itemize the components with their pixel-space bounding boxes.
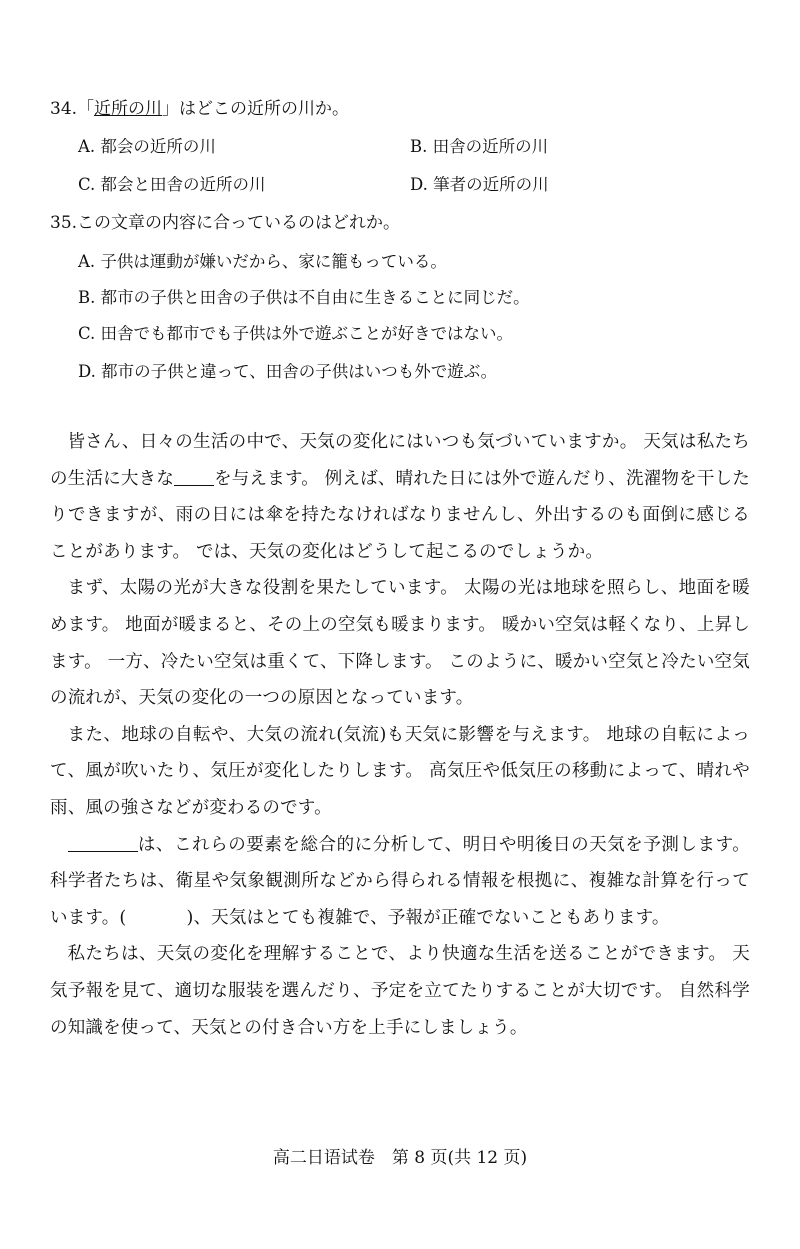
page-footer: 高二日语试卷 第 8 页(共 12 页): [272, 1148, 528, 1168]
passage-paragraph-2: まず、太陽の光が大きな役割を果たしています。 太陽の光は地球を照らし、地面を暖めます。 地面が暖まると、その上の空気も暖まります。 暖かい空気は軽くなり、上昇します。 一方、冷たい空気は重くて、下降します。 このように、暖かい空気と冷たい空気の流れが、天気の変化の一つの原因となっています。: [50, 578, 750, 709]
question-34-title: [50, 97, 349, 121]
question-35-option-b: B. 都市の子供と田舎の子供は不自由に生きることに同じだ。: [78, 288, 530, 307]
question-35-title: [50, 211, 400, 235]
underlined-phrase: 近所の川: [94, 99, 163, 119]
passage-paragraph-3: また、地球の自転や、大気の流れ(気流)も天気に影響を与えます。 地球の自転によって、風が吹いたり、気圧が変化したりします。 高気圧や低気圧の移動によって、晴れや雨、風の強さなどが変わるのです。: [50, 724, 750, 818]
title-prefix: 「: [77, 99, 95, 119]
answer-blank: [174, 467, 214, 486]
passage-text: )、天気はとても複雑で、予報が正確でないこともあります。: [186, 907, 670, 928]
reading-passage: [50, 424, 750, 1046]
passage-text: は、これらの要素を総合的に分析して、明日や明後日の天気を予測します。 科学者たちは、衛星や気象観測所などから得られる情報を根拠に、複雑な計算を行っています。(: [50, 834, 750, 928]
question-34-option-d: D. 筆者の近所の川: [410, 175, 549, 194]
question-number: 34.: [50, 99, 78, 119]
passage-text: を与えます。 例えば、晴れた日には外で遊んだり、洗濯物を干したりできますが、雨の日には傘を持たなければなりませんし、外出するのも面倒に感じることがあります。 では、天気の変化はどうして起こるのでしょうか。: [50, 468, 750, 562]
question-text: この文章の内容に合っているのはどれか。: [77, 213, 401, 233]
question-34-option-a: A. 都会の近所の川: [78, 137, 216, 156]
passage-paragraph-1: [50, 424, 750, 570]
passage-text: 皆さん、日々の生活の中で、天気の変化にはいつも気づいていますか。 天気は私たちの生活に大きな: [50, 432, 750, 489]
passage-paragraph-4: [50, 827, 750, 937]
title-suffix: 」はどこの近所の川か。: [162, 99, 350, 119]
question-34-option-c: C. 都会と田舎の近所の川: [78, 175, 266, 194]
question-34-option-b: B. 田舎の近所の川: [410, 137, 549, 156]
question-35-option-a: A. 子供は運動が嫌いだから、家に籠もっている。: [78, 252, 447, 271]
answer-blank: [68, 833, 138, 852]
passage-paragraph-5: 私たちは、天気の変化を理解することで、より快適な生活を送ることができます。 天気予報を見て、適切な服装を選んだり、予定を立てたりすることが大切です。 自然科学の知識を使って、天気との付き合い方を上手にしましょう。: [50, 944, 750, 1038]
question-35-option-c: C. 田舎でも都市でも子供は外で遊ぶことが好きではない。: [78, 324, 514, 343]
question-35-option-d: D. 都市の子供と違って、田舎の子供はいつも外で遊ぶ。: [78, 362, 498, 381]
question-number: 35.: [50, 213, 78, 233]
